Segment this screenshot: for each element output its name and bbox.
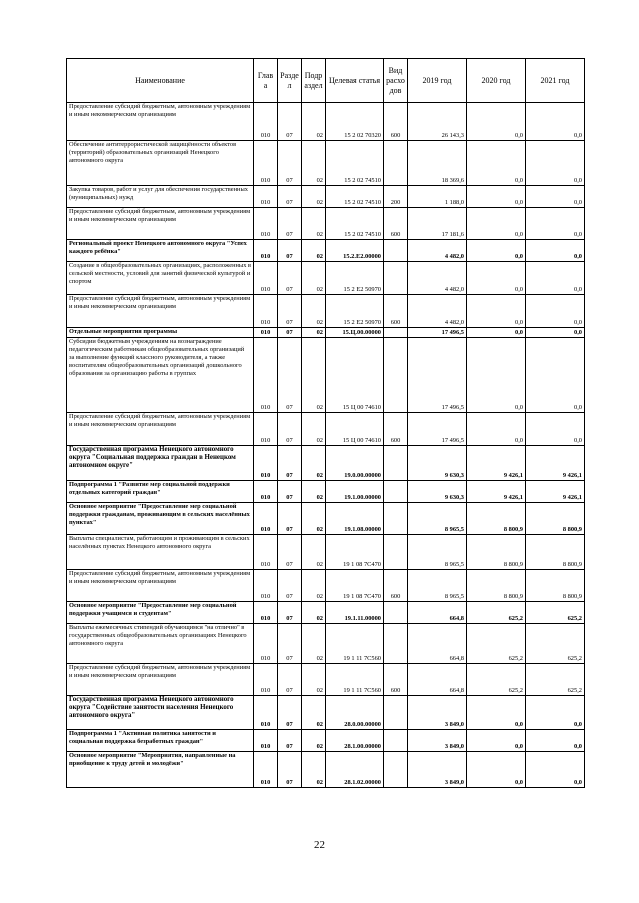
row-statya-cell: 15 2 02 70320 — [326, 103, 384, 141]
header-razdel: Разде л — [278, 59, 302, 103]
row-statya-cell: 28.1.00.00000 — [326, 730, 384, 752]
row-vid-cell — [384, 141, 408, 186]
table-row — [67, 503, 585, 535]
row-glava-cell: 010 — [254, 240, 278, 262]
row-vid-cell — [384, 730, 408, 752]
row-vid-cell — [384, 338, 408, 413]
row-2019-cell: 17 496,5 — [408, 328, 467, 338]
row-2019-cell: 9 630,3 — [408, 446, 467, 481]
row-2020-cell: 625,2 — [467, 624, 526, 664]
row-2021-cell: 0,0 — [526, 328, 585, 338]
budget-table-container — [66, 58, 584, 788]
row-statya-cell: 19.1.00.00000 — [326, 481, 384, 503]
row-2019-cell: 17 181,6 — [408, 208, 467, 240]
row-2021-cell: 0,0 — [526, 141, 585, 186]
row-glava-cell: 010 — [254, 413, 278, 446]
row-razdel-cell: 07 — [278, 328, 302, 338]
row-glava-cell: 010 — [254, 338, 278, 413]
header-name: Наименование — [67, 59, 254, 103]
row-2021-cell: 0,0 — [526, 730, 585, 752]
row-2019-cell: 8 965,5 — [408, 570, 467, 602]
row-podrazdel-cell: 02 — [302, 535, 326, 570]
row-2020-cell: 625,2 — [467, 664, 526, 696]
row-podrazdel-cell: 02 — [302, 696, 326, 730]
row-glava-cell: 010 — [254, 446, 278, 481]
row-2021-cell: 0,0 — [526, 696, 585, 730]
row-2019-cell: 17 496,5 — [408, 338, 467, 413]
row-razdel-cell: 07 — [278, 752, 302, 788]
table-row — [67, 446, 585, 481]
row-razdel-cell: 07 — [278, 103, 302, 141]
row-razdel-cell: 07 — [278, 503, 302, 535]
row-razdel-cell: 07 — [278, 696, 302, 730]
header-vid: Вид расхо дов — [384, 59, 408, 103]
row-statya-cell: 15 2 Е2 50970 — [326, 295, 384, 328]
row-glava-cell: 010 — [254, 535, 278, 570]
row-glava-cell: 010 — [254, 295, 278, 328]
row-name-cell: Создание в общеобразовательных организациях, расположенных в сельской местности, условий для занятий физической культурой и спортом — [67, 262, 254, 295]
table-row — [67, 752, 585, 788]
row-name-cell: Подпрограмма 1 "Активная политика занятости и социальная поддержка безработных граждан" — [67, 730, 254, 752]
budget-table — [66, 58, 585, 788]
table-row — [67, 664, 585, 696]
table-row — [67, 570, 585, 602]
row-glava-cell: 010 — [254, 664, 278, 696]
table-row — [67, 262, 585, 295]
table-row — [67, 186, 585, 208]
table-row — [67, 730, 585, 752]
row-2020-cell: 0,0 — [467, 262, 526, 295]
row-statya-cell: 19 1 11 7С560 — [326, 664, 384, 696]
row-glava-cell: 010 — [254, 103, 278, 141]
row-podrazdel-cell: 02 — [302, 624, 326, 664]
row-glava-cell: 010 — [254, 186, 278, 208]
row-razdel-cell: 07 — [278, 602, 302, 624]
table-row — [67, 481, 585, 503]
row-2019-cell: 3 849,0 — [408, 696, 467, 730]
row-2020-cell: 0,0 — [467, 338, 526, 413]
row-2021-cell: 9 426,1 — [526, 481, 585, 503]
header-2021: 2021 год — [526, 59, 585, 103]
row-vid-cell — [384, 535, 408, 570]
row-podrazdel-cell: 02 — [302, 503, 326, 535]
row-2021-cell: 9 426,1 — [526, 446, 585, 481]
row-glava-cell: 010 — [254, 141, 278, 186]
row-vid-cell — [384, 696, 408, 730]
row-2020-cell: 8 800,9 — [467, 570, 526, 602]
row-2019-cell: 26 143,3 — [408, 103, 467, 141]
row-2020-cell: 8 800,9 — [467, 503, 526, 535]
row-name-cell: Закупка товаров, работ и услуг для обеспечения государственных (муниципальных) нужд — [67, 186, 254, 208]
table-row — [67, 295, 585, 328]
row-2019-cell: 4 482,0 — [408, 240, 467, 262]
row-podrazdel-cell: 02 — [302, 446, 326, 481]
row-2021-cell: 8 800,9 — [526, 535, 585, 570]
table-row — [67, 338, 585, 413]
row-2020-cell: 0,0 — [467, 752, 526, 788]
row-2021-cell: 0,0 — [526, 295, 585, 328]
row-name-cell: Государственная программа Ненецкого автономного округа "Социальная поддержка граждан в Ненецком автономном округе" — [67, 446, 254, 481]
table-header-row — [67, 59, 585, 103]
row-glava-cell: 010 — [254, 328, 278, 338]
row-podrazdel-cell: 02 — [302, 208, 326, 240]
row-2020-cell: 9 426,1 — [467, 446, 526, 481]
row-glava-cell: 010 — [254, 262, 278, 295]
row-2020-cell: 0,0 — [467, 141, 526, 186]
row-glava-cell: 010 — [254, 624, 278, 664]
row-glava-cell: 010 — [254, 696, 278, 730]
row-podrazdel-cell: 02 — [302, 186, 326, 208]
header-2019: 2019 год — [408, 59, 467, 103]
row-2019-cell: 3 849,0 — [408, 752, 467, 788]
row-2020-cell: 0,0 — [467, 413, 526, 446]
row-2019-cell: 8 965,5 — [408, 535, 467, 570]
row-2020-cell: 0,0 — [467, 696, 526, 730]
row-statya-cell: 15.Ц.00.00000 — [326, 328, 384, 338]
row-statya-cell: 19 1 08 7С470 — [326, 535, 384, 570]
table-row — [67, 413, 585, 446]
row-2020-cell: 0,0 — [467, 730, 526, 752]
row-razdel-cell: 07 — [278, 295, 302, 328]
table-row — [67, 240, 585, 262]
row-name-cell: Предоставление субсидий бюджетным, автономным учреждениям и иным некоммерческим организациям — [67, 570, 254, 602]
row-name-cell: Региональный проект Ненецкого автономного округа "Успех каждого ребёнка" — [67, 240, 254, 262]
row-razdel-cell: 07 — [278, 413, 302, 446]
header-statya: Целевая статья — [326, 59, 384, 103]
row-2020-cell: 8 800,9 — [467, 535, 526, 570]
row-vid-cell: 600 — [384, 208, 408, 240]
row-statya-cell: 15 2 Е2 50970 — [326, 262, 384, 295]
row-glava-cell: 010 — [254, 503, 278, 535]
row-podrazdel-cell: 02 — [302, 240, 326, 262]
row-2019-cell: 18 369,6 — [408, 141, 467, 186]
row-statya-cell: 19.0.00.00000 — [326, 446, 384, 481]
row-2021-cell: 0,0 — [526, 413, 585, 446]
row-name-cell: Предоставление субсидий бюджетным, автономным учреждениям и иным некоммерческим организациям — [67, 664, 254, 696]
row-vid-cell: 600 — [384, 570, 408, 602]
row-vid-cell: 200 — [384, 186, 408, 208]
row-razdel-cell: 07 — [278, 730, 302, 752]
row-vid-cell: 600 — [384, 664, 408, 696]
row-name-cell: Предоставление субсидий бюджетным, автономным учреждениям и иным некоммерческим организациям — [67, 208, 254, 240]
row-statya-cell: 15 2 02 74510 — [326, 141, 384, 186]
row-statya-cell: 15 Ц 00 74610 — [326, 338, 384, 413]
row-2021-cell: 0,0 — [526, 752, 585, 788]
row-podrazdel-cell: 02 — [302, 413, 326, 446]
header-glava: Глав а — [254, 59, 278, 103]
row-statya-cell: 15 2 02 74510 — [326, 208, 384, 240]
row-razdel-cell: 07 — [278, 664, 302, 696]
row-name-cell: Выплаты ежемесячных стипендий обучающимся "на отлично" в государственных общеобразовательных организациях Ненецкого автономного округа — [67, 624, 254, 664]
row-statya-cell: 19 1 08 7С470 — [326, 570, 384, 602]
row-name-cell: Отдельные мероприятия программы — [67, 328, 254, 338]
row-2021-cell: 625,2 — [526, 602, 585, 624]
row-2019-cell: 9 630,3 — [408, 481, 467, 503]
row-2021-cell: 8 800,9 — [526, 503, 585, 535]
row-name-cell: Основное мероприятие "Предоставление мер социальной поддержки учащимся и студентам" — [67, 602, 254, 624]
row-2020-cell: 0,0 — [467, 208, 526, 240]
row-2021-cell: 0,0 — [526, 240, 585, 262]
row-statya-cell: 15.2.Е2.00000 — [326, 240, 384, 262]
table-body — [67, 103, 585, 788]
row-podrazdel-cell: 02 — [302, 481, 326, 503]
row-2019-cell: 664,8 — [408, 624, 467, 664]
row-glava-cell: 010 — [254, 570, 278, 602]
table-row — [67, 696, 585, 730]
row-glava-cell: 010 — [254, 602, 278, 624]
row-podrazdel-cell: 02 — [302, 602, 326, 624]
row-razdel-cell: 07 — [278, 262, 302, 295]
row-podrazdel-cell: 02 — [302, 103, 326, 141]
header-podrazdel: Подр аздел — [302, 59, 326, 103]
row-name-cell: Предоставление субсидий бюджетным, автономным учреждениям и иным некоммерческим организациям — [67, 103, 254, 141]
row-vid-cell — [384, 503, 408, 535]
row-2021-cell: 0,0 — [526, 103, 585, 141]
row-vid-cell — [384, 262, 408, 295]
row-statya-cell: 19.1.11.00000 — [326, 602, 384, 624]
row-statya-cell: 15 Ц 00 74610 — [326, 413, 384, 446]
row-vid-cell: 600 — [384, 295, 408, 328]
row-name-cell: Субсидии бюджетным учреждениям на вознаграждение педагогическим работникам общеобразовательных организаций за выполнение функций классного руководителя, а также воспитателям общеобразовательных организаций дошкольного образования за организацию работы в группах — [67, 338, 254, 413]
row-podrazdel-cell: 02 — [302, 328, 326, 338]
row-name-cell: Основное мероприятие "Мероприятия, направленные на приобщение к труду детей и молодёжи" — [67, 752, 254, 788]
row-vid-cell — [384, 328, 408, 338]
row-razdel-cell: 07 — [278, 624, 302, 664]
row-podrazdel-cell: 02 — [302, 295, 326, 328]
row-razdel-cell: 07 — [278, 240, 302, 262]
row-2019-cell: 664,8 — [408, 602, 467, 624]
row-podrazdel-cell: 02 — [302, 338, 326, 413]
row-statya-cell: 28.1.02.00000 — [326, 752, 384, 788]
row-2021-cell: 0,0 — [526, 262, 585, 295]
row-2021-cell: 8 800,9 — [526, 570, 585, 602]
row-name-cell: Подпрограмма 1 "Развитие мер социальной поддержки отдельных категорий граждан" — [67, 481, 254, 503]
table-row — [67, 208, 585, 240]
row-razdel-cell: 07 — [278, 570, 302, 602]
row-2019-cell: 1 188,0 — [408, 186, 467, 208]
row-razdel-cell: 07 — [278, 141, 302, 186]
page-number: 22 — [314, 839, 325, 851]
row-2021-cell: 625,2 — [526, 624, 585, 664]
row-razdel-cell: 07 — [278, 481, 302, 503]
row-name-cell: Предоставление субсидий бюджетным, автономным учреждениям и иным некоммерческим организациям — [67, 413, 254, 446]
row-statya-cell: 19 1 11 7С560 — [326, 624, 384, 664]
row-vid-cell — [384, 624, 408, 664]
row-name-cell: Обеспечение антитеррористической защищённости объектов (территорий) образовательных организаций Ненецкого автономного округа — [67, 141, 254, 186]
row-razdel-cell: 07 — [278, 186, 302, 208]
row-2021-cell: 0,0 — [526, 186, 585, 208]
row-podrazdel-cell: 02 — [302, 141, 326, 186]
row-razdel-cell: 07 — [278, 535, 302, 570]
row-2020-cell: 0,0 — [467, 103, 526, 141]
row-razdel-cell: 07 — [278, 446, 302, 481]
row-vid-cell — [384, 446, 408, 481]
row-2019-cell: 4 482,0 — [408, 262, 467, 295]
table-row — [67, 328, 585, 338]
row-2019-cell: 4 482,0 — [408, 295, 467, 328]
row-2020-cell: 625,2 — [467, 602, 526, 624]
row-glava-cell: 010 — [254, 481, 278, 503]
table-row — [67, 103, 585, 141]
row-razdel-cell: 07 — [278, 208, 302, 240]
row-2019-cell: 664,8 — [408, 664, 467, 696]
row-podrazdel-cell: 02 — [302, 262, 326, 295]
row-name-cell: Основное мероприятие "Предоставление мер социальной поддержки гражданам, проживающим в сельских населённых пунктах" — [67, 503, 254, 535]
row-name-cell: Государственная программа Ненецкого автономного округа "Содействие занятости населения Ненецкого автономного округа" — [67, 696, 254, 730]
row-name-cell: Предоставление субсидий бюджетным, автономным учреждениям и иным некоммерческим организациям — [67, 295, 254, 328]
row-vid-cell — [384, 602, 408, 624]
row-vid-cell — [384, 240, 408, 262]
row-podrazdel-cell: 02 — [302, 570, 326, 602]
row-podrazdel-cell: 02 — [302, 664, 326, 696]
row-2020-cell: 0,0 — [467, 240, 526, 262]
row-name-cell: Выплаты специалистам, работающим и проживающим в сельских населённых пунктах Ненецкого автономного округа — [67, 535, 254, 570]
row-podrazdel-cell: 02 — [302, 730, 326, 752]
row-statya-cell: 28.0.00.00000 — [326, 696, 384, 730]
row-2019-cell: 17 496,5 — [408, 413, 467, 446]
row-podrazdel-cell: 02 — [302, 752, 326, 788]
header-2020: 2020 год — [467, 59, 526, 103]
row-2021-cell: 625,2 — [526, 664, 585, 696]
row-statya-cell: 15 2 02 74510 — [326, 186, 384, 208]
row-vid-cell: 600 — [384, 103, 408, 141]
table-row — [67, 535, 585, 570]
row-2021-cell: 0,0 — [526, 208, 585, 240]
row-vid-cell: 600 — [384, 413, 408, 446]
row-2019-cell: 3 849,0 — [408, 730, 467, 752]
row-vid-cell — [384, 752, 408, 788]
row-2019-cell: 8 965,5 — [408, 503, 467, 535]
row-2020-cell: 9 426,1 — [467, 481, 526, 503]
row-statya-cell: 19.1.08.00000 — [326, 503, 384, 535]
table-row — [67, 141, 585, 186]
row-vid-cell — [384, 481, 408, 503]
row-glava-cell: 010 — [254, 730, 278, 752]
row-2020-cell: 0,0 — [467, 295, 526, 328]
table-row — [67, 624, 585, 664]
row-glava-cell: 010 — [254, 752, 278, 788]
row-2021-cell: 0,0 — [526, 338, 585, 413]
table-row — [67, 602, 585, 624]
row-glava-cell: 010 — [254, 208, 278, 240]
row-2020-cell: 0,0 — [467, 328, 526, 338]
row-2020-cell: 0,0 — [467, 186, 526, 208]
row-razdel-cell: 07 — [278, 338, 302, 413]
